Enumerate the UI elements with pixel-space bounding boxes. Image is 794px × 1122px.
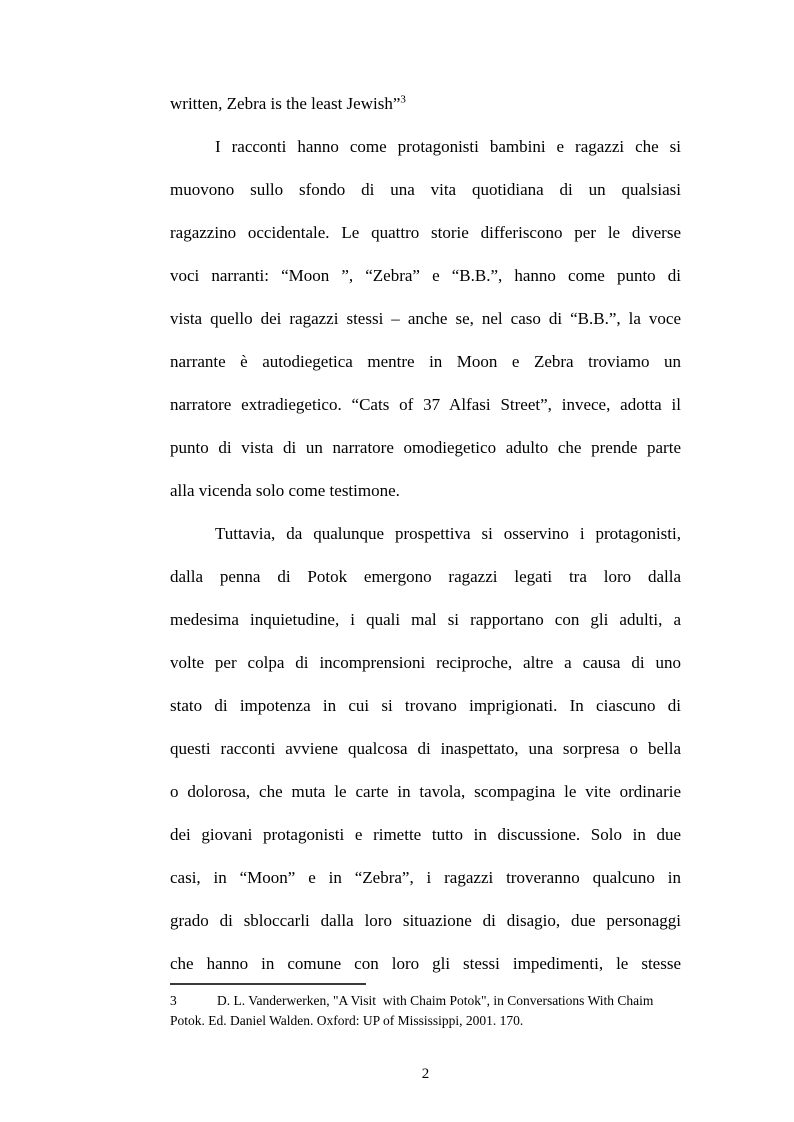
body-line: dei giovani protagonisti e rimette tutto in discussione. Solo in due	[170, 825, 681, 844]
body-line: narrante è autodiegetica mentre in Moon e Zebra troviamo un	[170, 352, 681, 371]
body-line: I racconti hanno come protagonisti bambini e ragazzi che si	[215, 137, 681, 156]
footnote	[170, 991, 690, 1031]
body-line: grado di sbloccarli dalla loro situazione di disagio, due personaggi	[170, 911, 681, 930]
footnote-separator	[170, 983, 366, 985]
footnote-number: 3	[170, 993, 177, 1008]
body-line: Tuttavia, da qualunque prospettiva si osservino i protagonisti,	[215, 524, 681, 543]
body-line-text: written, Zebra is the least Jewish”	[170, 94, 401, 113]
page-number: 2	[421, 1066, 430, 1082]
body-line: punto di vista di un narratore omodiegetico adulto che prende parte	[170, 438, 681, 457]
body-line: ragazzino occidentale. Le quattro storie differiscono per le diverse	[170, 223, 681, 242]
footnote-reference-mark: 3	[400, 93, 406, 106]
body-line: alla vicenda solo come testimone.	[170, 481, 400, 500]
body-line: narratore extradiegetico. “Cats of 37 Alfasi Street”, invece, adotta il	[170, 395, 681, 414]
body-line: dalla penna di Potok emergono ragazzi legati tra loro dalla	[170, 567, 681, 586]
body-line: questi racconti avviene qualcosa di inaspettato, una sorpresa o bella	[170, 739, 681, 758]
footnote-citation: D. L. Vanderwerken, "A Visit with Chaim Potok", in Conversations With Chaim	[217, 993, 654, 1008]
body-line: o dolorosa, che muta le carte in tavola, scompagina le vite ordinarie	[170, 782, 681, 801]
footnote-line: Potok. Ed. Daniel Walden. Oxford: UP of Mississippi, 2001. 170.	[170, 1013, 524, 1028]
body-line: volte per colpa di incomprensioni reciproche, altre a causa di uno	[170, 653, 681, 672]
body-line: vista quello dei ragazzi stessi – anche se, nel caso di “B.B.”, la voce	[170, 309, 681, 328]
body-line	[170, 82, 681, 125]
body-text	[170, 82, 681, 985]
body-line: muovono sullo sfondo di una vita quotidiana di un qualsiasi	[170, 180, 681, 199]
body-line: stato di impotenza in cui si trovano imprigionati. In ciascuno di	[170, 696, 681, 715]
body-line: che hanno in comune con loro gli stessi impedimenti, le stesse	[170, 954, 681, 973]
body-line: casi, in “Moon” e in “Zebra”, i ragazzi troveranno qualcuno in	[170, 868, 681, 887]
body-line: medesima inquietudine, i quali mal si rapportano con gli adulti, a	[170, 610, 681, 629]
body-line: voci narranti: “Moon ”, “Zebra” e “B.B.”, hanno come punto di	[170, 266, 681, 285]
footnote-line	[170, 991, 690, 1011]
